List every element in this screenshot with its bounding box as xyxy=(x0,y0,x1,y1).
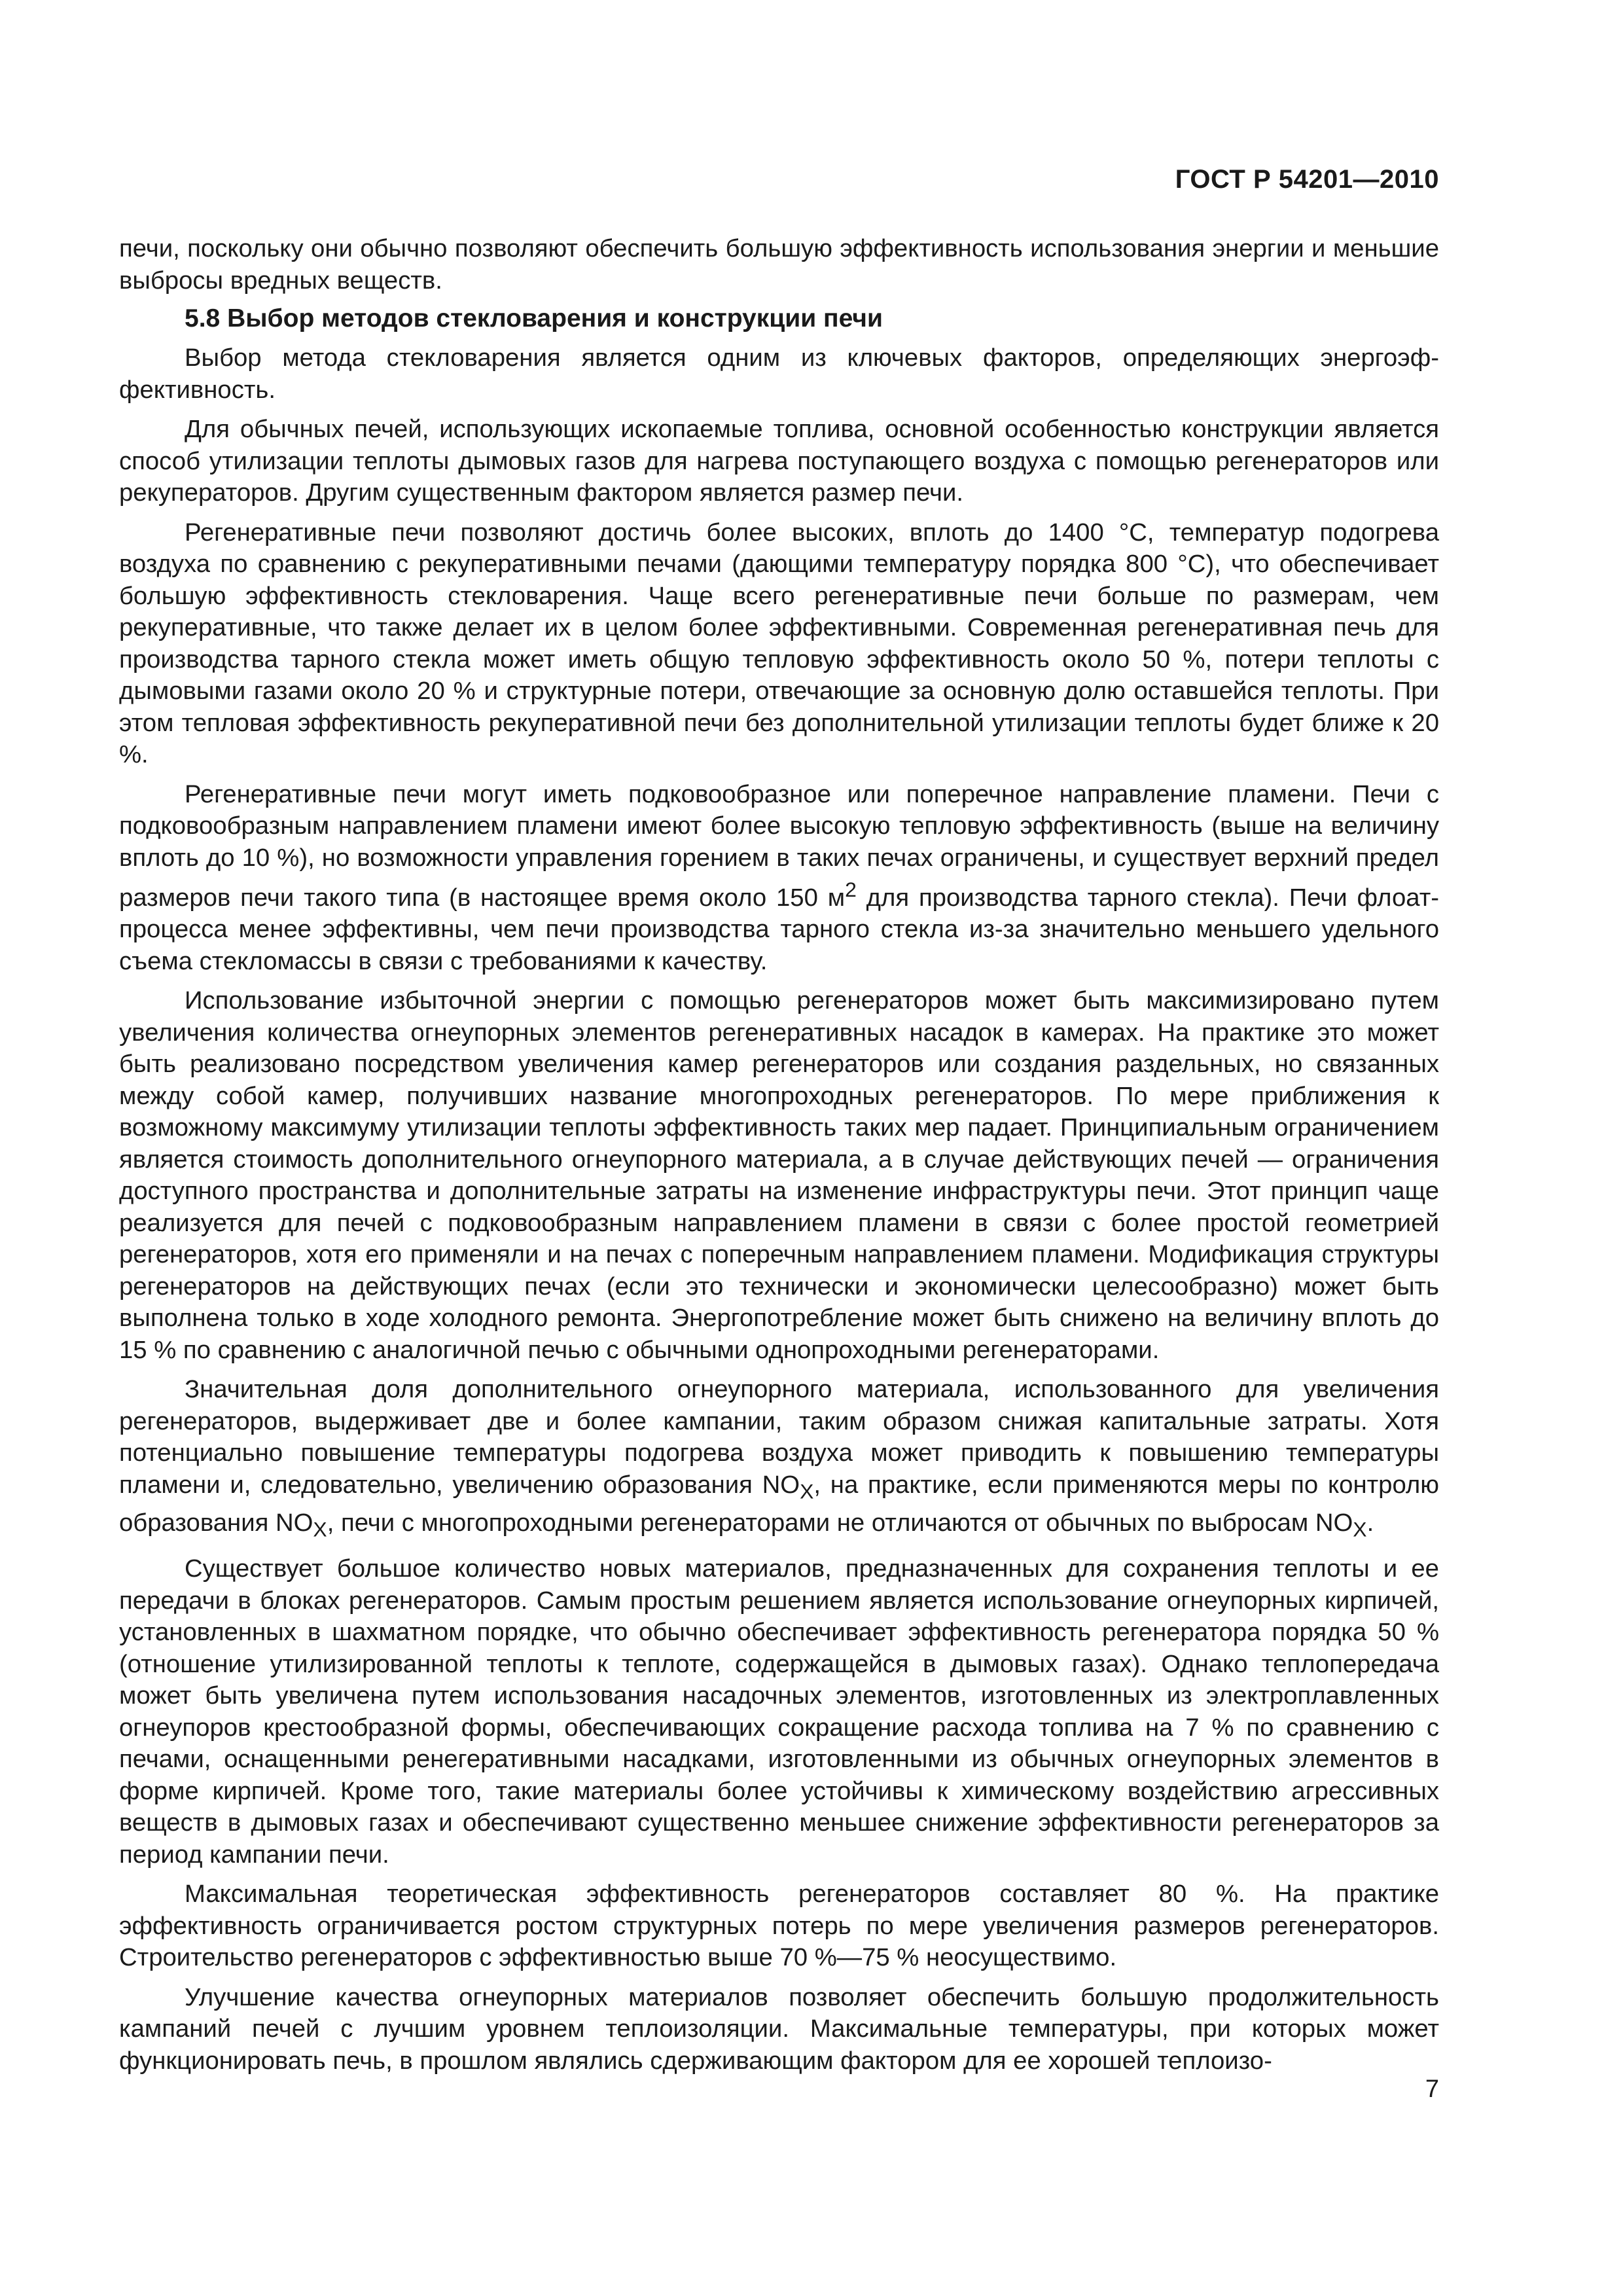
document-body xyxy=(119,233,1439,2077)
section-number: 5.8 xyxy=(185,304,221,332)
paragraph-8: Максимальная теоретическая эффективность регенераторов составляет 80 %. На практике эффективность ограничивается ростом структурных потерь по мере увеличения размеров регенераторов. Строительство регенераторов с эффективностью выше 70 %—75 % неосуществимо. xyxy=(119,1880,1439,1972)
paragraph-6-part-b: , на практике, если применяются меры по контролю образования NO xyxy=(119,1470,1439,1537)
nox-subscript-3: X xyxy=(1353,1517,1367,1541)
nox-subscript-2: X xyxy=(313,1517,327,1541)
standard-code-header: ГОСТ Р 54201—2010 xyxy=(1175,165,1439,194)
paragraph-4-part-b: для производства тарного стекла). Печи флоат-процесса менее эффективны, чем печи производства тарного стекла из-за значительно меньшего удельного съема стекломассы в связи с требованиями к качеству. xyxy=(119,883,1439,975)
square-meter-superscript: 2 xyxy=(845,878,857,901)
paragraph-9: Улучшение качества огнеупорных материалов позволяет обеспечить большую продолжительность кампаний печей с лучшим уровнем теплоизоляции. Максимальные температуры, при которых может функционировать печь, в прошлом являлись сдерживающим фактором для ее хорошей теплоизо- xyxy=(119,1982,1439,2075)
paragraph-2: Для обычных печей, использующих ископаемые топлива, основной особенностью конструкции является способ утилизации теплоты дымовых газов для нагрева поступающего воздуха с помощью регенераторов или рекуператоров. Другим существенным фактором является размер печи. xyxy=(119,415,1439,507)
paragraph-1: Выбор метода стекловарения является одним из ключевых факторов, определяющих энергоэффективность. xyxy=(119,344,1439,404)
section-title: Выбор методов стекловарения и конструкции печи xyxy=(227,304,883,332)
nox-subscript-1: X xyxy=(800,1479,814,1503)
paragraph-5: Использование избыточной энергии с помощью регенераторов может быть максимизировано путем увеличения количества огнеупорных элементов регенеративных насадок в камерах. На практике это может быть реализовано посредством увеличения камер регенераторов или создания раздельных, но связанных между собой камер, получивших название многопроходных регенераторов. По мере приближения к возможному максимуму утилизации теплоты эффективность таких мер падает. Принципиальным ограничением является стоимость дополнительного огнеупорного материала, а в случае действующих печей — ограничения доступного пространства и дополнительные затраты на изменение инфраструктуры печи. Этот принцип чаще реализуется для печей с подковообразным направлением пламени в связи с более простой геометрией регенераторов, хотя его применяли и на печах с поперечным направлением пламени. Модификация структуры регенераторов на действующих печах (если это технически и экономически целесообразно) может быть выполнена только в ходе холодного ремонта. Энергопотребление может быть снижено на величину вплоть до 15 % по сравнению с аналогичной печью с обычными однопроходными регенераторами. xyxy=(119,986,1439,1364)
paragraph-4 xyxy=(119,779,1439,978)
section-heading xyxy=(119,303,1439,334)
paragraph-7: Существует большое количество новых материалов, предназначенных для сохранения теплоты и ее передачи в блоках регенераторов. Самым простым решением является использование огнеупорных кирпичей, установленных в шахматном порядке, что обычно обеспечивает эффективность регенератора порядка 50 % (отношение утилизированной теплоты к теплоте, содержащейся в дымовых газах). Однако теплопередача может быть увеличена путем использования насадочных элементов, изготовленных из электроплавленных огнеупоров крестообразной формы, обеспечивающих сокращение расхода топлива на 7 % по сравнению с печами, оснащенными ренегеративными насадками, изготовленными из обычных огнеупорных элементов в форме кирпичей. Кроме того, такие материалы более устойчивы к химическому воздействию агрессивных веществ в дымовых газах и обеспечивают существенно меньшее снижение эффективности регенераторов за период кампании печи. xyxy=(119,1554,1439,1869)
paragraph-6-part-d: . xyxy=(1366,1508,1374,1537)
paragraph-4-part-a: Регенеративные печи могут иметь подковообразное или поперечное направление пламени. Печи с подковообразным направлением пламени имеют более высокую тепловую эффективность (выше на величину вплоть до 10 %), но возможности управления горением в таких печах ограничены, и существует верхний предел размеров печи такого типа (в настоящее время около 150 м xyxy=(119,780,1439,912)
continuation-paragraph: печи, поскольку они обычно позволяют обеспечить большую эффективность использования энергии и меньшие выбросы вредных веществ. xyxy=(119,234,1439,295)
paragraph-3: Регенеративные печи позволяют достичь более высоких, вплоть до 1400 °С, температур подогрева воздуха по сравнению с рекуперативными печами (дающими температуру порядка 800 °С), что обеспечивает большую эффективность стекловарения. Чаще всего регенеративные печи больше по размерам, чем рекуперативные, что также делает их в целом более эффективными. Современная регенеративная печь для производства тарного стекла может иметь общую тепловую эффективность около 50 %, потери теплоты с дымовыми газами около 20 % и структурные потери, отвечающие за основную долю оставшейся теплоты. При этом тепловая эффективность рекуперативной печи без дополнительной утилизации теплоты будет ближе к 20 %. xyxy=(119,518,1439,768)
paragraph-6-part-c: , печи с многопроходными регенераторами не отличаются от обычных по выбросам NO xyxy=(327,1508,1353,1537)
paragraph-6-part-a: Значительная доля дополнительного огнеупорного материала, использованного для увеличения регенераторов, выдерживает две и более кампании, таким образом снижая капитальные затраты. Хотя потенциально повышение температуры подогрева воздуха может приводить к повышению температуры пламени и, следовательно, увеличению образования NO xyxy=(119,1375,1439,1499)
paragraph-6 xyxy=(119,1374,1439,1545)
page-number: 7 xyxy=(1425,2075,1439,2103)
